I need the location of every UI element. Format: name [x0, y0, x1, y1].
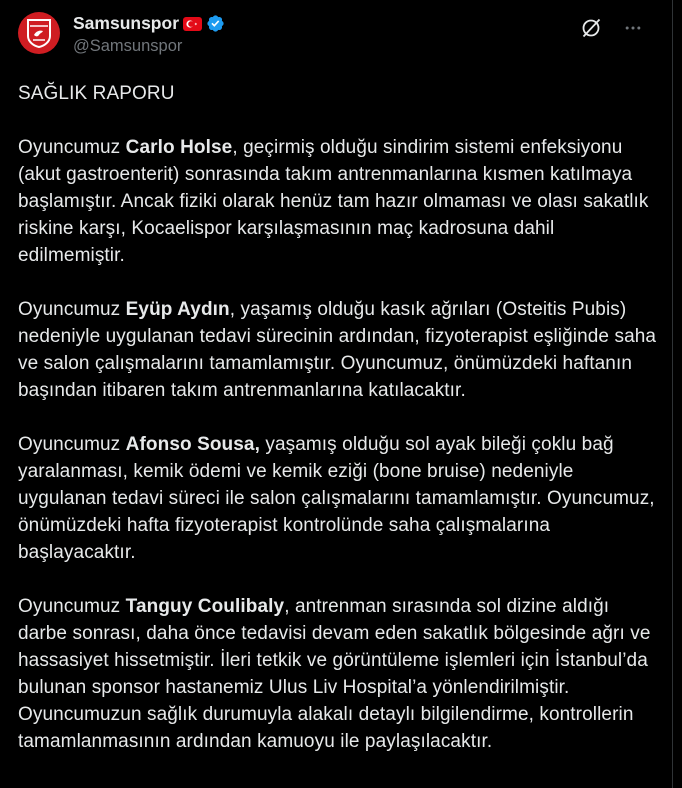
samsunspor-crest-icon	[26, 18, 52, 48]
tweet-paragraph	[18, 593, 663, 755]
name-row	[73, 13, 578, 34]
grok-icon	[579, 16, 603, 40]
more-button[interactable]	[620, 15, 646, 41]
avatar[interactable]	[18, 12, 60, 54]
tweet-text-segment: Oyuncumuz	[18, 596, 126, 617]
tweet-text-segment: , antrenman sırasında sol dizine aldığı darbe sonrası, daha önce tedavisi devam eden sakatlık bölgesinde ağrı ve hassasiyet hissetmiştir. İleri tetkik ve görüntüleme işlemleri için İstanbul’da bulunan sponsor hastanemiz Ulus Liv Hospital’a yönlendirilmiştir. Oyuncumuzun sağlık durumuyla alakalı detaylı bilgilendirme, kontrollerin tamamlanmasının ardından kamuoyu ile paylaşılacaktır.	[18, 596, 651, 752]
tweet-text-segment: Oyuncumuz	[18, 299, 126, 320]
player-name-bold: Eyüp Aydın	[125, 299, 230, 320]
header-actions	[578, 12, 646, 41]
tweet-paragraphs	[18, 134, 663, 755]
turkey-flag-icon	[183, 17, 202, 31]
tweet-heading: SAĞLIK RAPORU	[18, 83, 175, 104]
tweet-paragraph	[18, 431, 663, 566]
tweet-text	[18, 80, 663, 755]
more-icon	[623, 18, 643, 38]
tweet-text-segment: Oyuncumuz	[18, 434, 126, 455]
tweet-header	[18, 12, 656, 57]
player-name-bold: Tanguy Coulibaly	[125, 596, 285, 617]
player-name-bold: Afonso Sousa,	[125, 434, 260, 455]
tweet-text-segment: yaşamış olduğu sol ayak bileği çoklu bağ yaralanması, kemik ödemi ve kemik eziği (bone bruise) nedeniyle uygulanan tedavi süreci ile salon çalışmalarını tamamlamıştır. Oyuncumuz, önümüzdeki hafta fizyoterapist kontrolünde saha çalışmalarına başlayacaktır.	[18, 434, 655, 563]
identity-block	[73, 12, 578, 57]
tweet-paragraph	[18, 296, 663, 404]
tweet-paragraph	[18, 134, 663, 269]
tweet-text-segment: Oyuncumuz	[18, 137, 126, 158]
handle[interactable]: @Samsunspor	[73, 37, 183, 55]
player-name-bold: Carlo Holse	[125, 137, 233, 158]
display-name[interactable]: Samsunspor	[73, 13, 179, 33]
tweet-text-segment: , geçirmiş olduğu sindirim sistemi enfeksiyonu (akut gastroenterit) sonrasında takım antrenmanlarına kısmen katılmaya başlamıştır. Ancak fiziki olarak henüz tam hazır olmaması ve olası sakatlık riskine karşı, Kocaelispor karşılaşmasının maç kadrosuna dahil edilmemiştir.	[18, 137, 649, 266]
verified-badge-icon	[206, 14, 225, 33]
tweet-text-segment: , yaşamış olduğu kasık ağrıları (Osteitis Pubis) nedeniyle uygulanan tedavi sürecinin ardından, fizyoterapist eşliğinde saha ve salon çalışmalarını tamamlamıştır. Oyuncumuz, önümüzdeki haftanın başından itibaren takım antrenmanlarına katılacaktır.	[18, 299, 657, 401]
grok-button[interactable]	[578, 15, 604, 41]
